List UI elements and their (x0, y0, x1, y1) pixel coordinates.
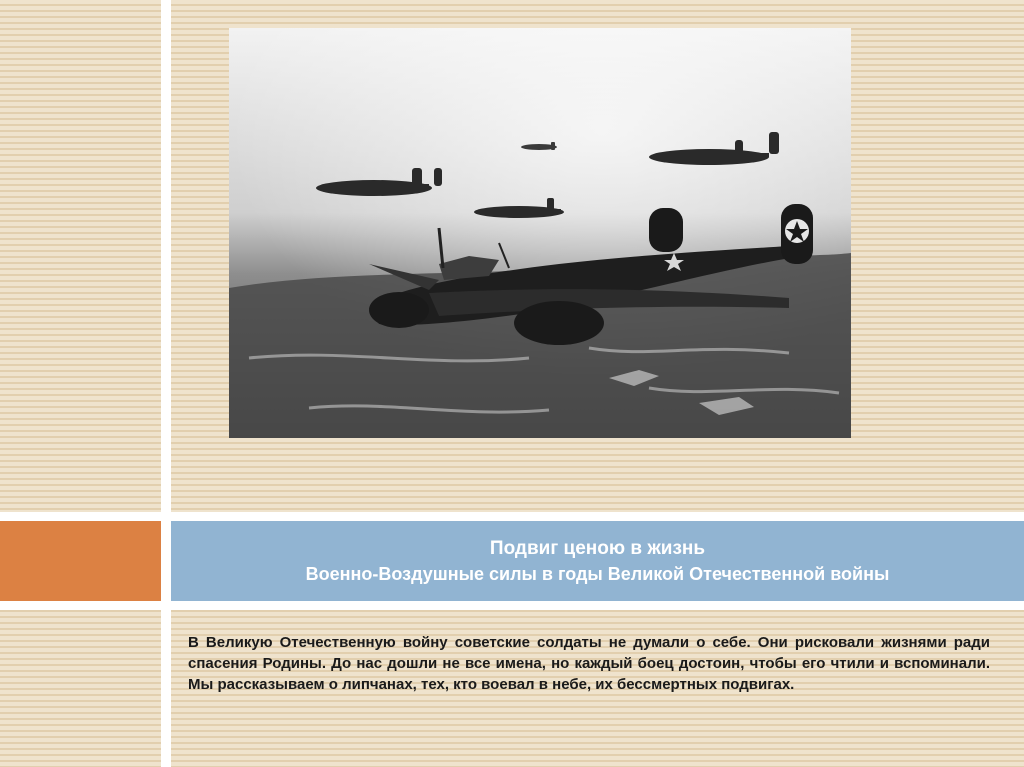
bombers-image (229, 28, 851, 438)
title-band (171, 521, 1024, 601)
horizontal-divider-top (0, 512, 1024, 521)
horizontal-divider-bottom (0, 601, 1024, 610)
body-paragraph: В Великую Отечественную войну советские солдаты не думали о себе. Они рисковали жизнями ради спасения Родины. До нас дошли не все имена, но каждый боец достоин, чтобы его чтили и вспоминали. Мы рассказываем о липчанах, тех, кто воевал в небе, их бессмертных подвигах. (188, 634, 990, 693)
accent-block (0, 521, 161, 601)
vertical-divider (161, 0, 171, 767)
historical-photo (229, 28, 851, 438)
slide-title: Подвиг ценою в жизнь (489, 537, 706, 559)
slide-subtitle: Военно-Воздушные силы в годы Великой Отечественной войны (305, 563, 890, 584)
